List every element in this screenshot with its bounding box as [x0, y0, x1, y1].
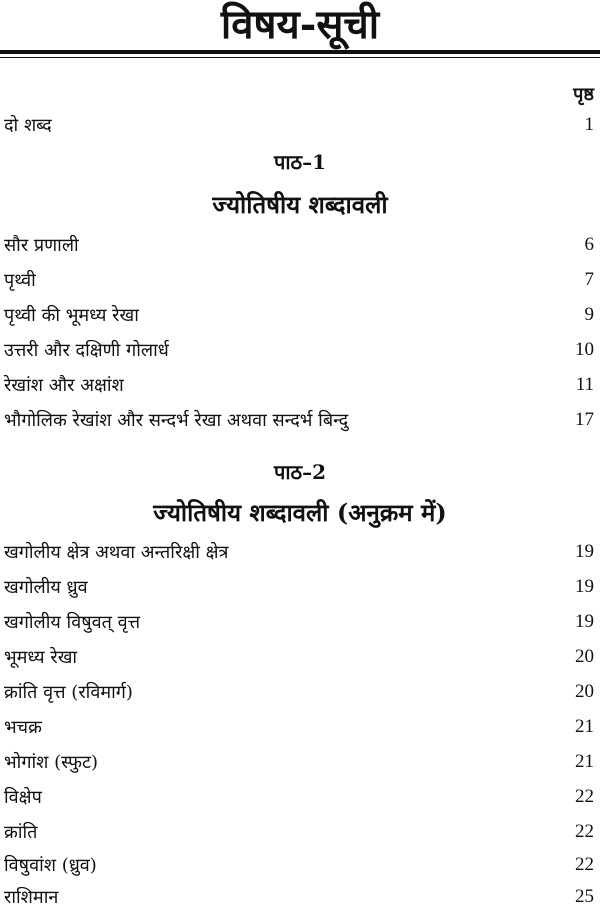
title-rule-thick — [0, 50, 600, 54]
entry-page: 20 — [575, 646, 594, 667]
page-title: विषय-सूची — [220, 1, 380, 48]
entry-label: सौर प्रणाली — [4, 235, 79, 256]
entry-page: 21 — [575, 751, 594, 772]
toc-entry[interactable] — [4, 677, 594, 707]
toc-entry[interactable] — [4, 712, 594, 742]
entry-label: राशिमान — [4, 887, 59, 908]
entry-label: क्रांति वृत्त (रविमार्ग) — [4, 682, 133, 703]
entry-label: भोगांश (स्फुट) — [4, 752, 99, 773]
entry-label: क्रांति — [4, 822, 38, 843]
entry-page: 25 — [575, 886, 594, 907]
toc-entry[interactable] — [4, 747, 594, 777]
entry-label: पृथ्वी की भूमध्य रेखा — [4, 305, 139, 326]
entry-page: 22 — [575, 786, 594, 807]
toc-entry[interactable] — [4, 335, 594, 365]
entry-page: 22 — [575, 854, 594, 875]
toc-entry[interactable] — [4, 537, 594, 567]
entry-page: 17 — [575, 409, 594, 430]
entry-label: पृथ्वी — [4, 270, 36, 291]
entry-label: विक्षेप — [4, 787, 42, 808]
toc-entry[interactable] — [4, 265, 594, 295]
title-rule-thin — [0, 57, 600, 58]
page-column-label: पृष्ठ — [573, 84, 594, 105]
lesson-1-label: पाठ–1 — [273, 150, 327, 174]
toc-entry[interactable] — [4, 300, 594, 330]
entry-page: 20 — [575, 681, 594, 702]
entry-label: विषुवांश (ध्रुव) — [4, 855, 97, 876]
entry-label: भौगोलिक रेखांश और सन्दर्भ रेखा अथवा सन्दर्भ बिन्दु — [4, 410, 349, 431]
chapter-2-heading: ज्योतिषीय शब्दावली (अनुक्रम में) — [153, 498, 447, 527]
toc-entry[interactable] — [4, 882, 594, 912]
entry-label: रेखांश और अक्षांश — [4, 375, 124, 396]
entry-page: 19 — [575, 576, 594, 597]
entry-page: 22 — [575, 821, 594, 842]
entry-page: 21 — [575, 716, 594, 737]
entry-label: दो शब्द — [4, 115, 52, 136]
toc-entry[interactable] — [4, 817, 594, 847]
entry-page: 19 — [575, 541, 594, 562]
entry-label: भचक्र — [4, 717, 42, 738]
entry-label: उत्तरी और दक्षिणी गोलार्ध — [4, 340, 169, 361]
toc-entry[interactable] — [4, 782, 594, 812]
entry-page: 9 — [584, 304, 594, 325]
chapter-1-heading: ज्योतिषीय शब्दावली — [212, 190, 388, 219]
entry-label: खगोलीय ध्रुव — [4, 577, 88, 598]
toc-entry[interactable] — [4, 572, 594, 602]
toc-entry[interactable] — [4, 850, 594, 880]
toc-entry[interactable] — [4, 370, 594, 400]
entry-page: 1 — [584, 114, 594, 135]
toc-entry[interactable] — [4, 642, 594, 672]
entry-label: खगोलीय क्षेत्र अथवा अन्तरिक्षी क्षेत्र — [4, 542, 229, 563]
entry-page: 6 — [584, 234, 594, 255]
entry-label: भूमध्य रेखा — [4, 647, 78, 668]
entry-page: 11 — [575, 374, 594, 395]
toc-entry-intro[interactable] — [4, 110, 594, 140]
entry-page: 7 — [584, 269, 594, 290]
entry-label: खगोलीय विषुवत् वृत्त — [4, 612, 141, 633]
toc-entry[interactable] — [4, 607, 594, 637]
toc-entry[interactable] — [4, 230, 594, 260]
toc-entry[interactable] — [4, 405, 594, 435]
lesson-2-label: पाठ–2 — [273, 460, 327, 484]
entry-page: 10 — [575, 339, 594, 360]
entry-page: 19 — [575, 611, 594, 632]
